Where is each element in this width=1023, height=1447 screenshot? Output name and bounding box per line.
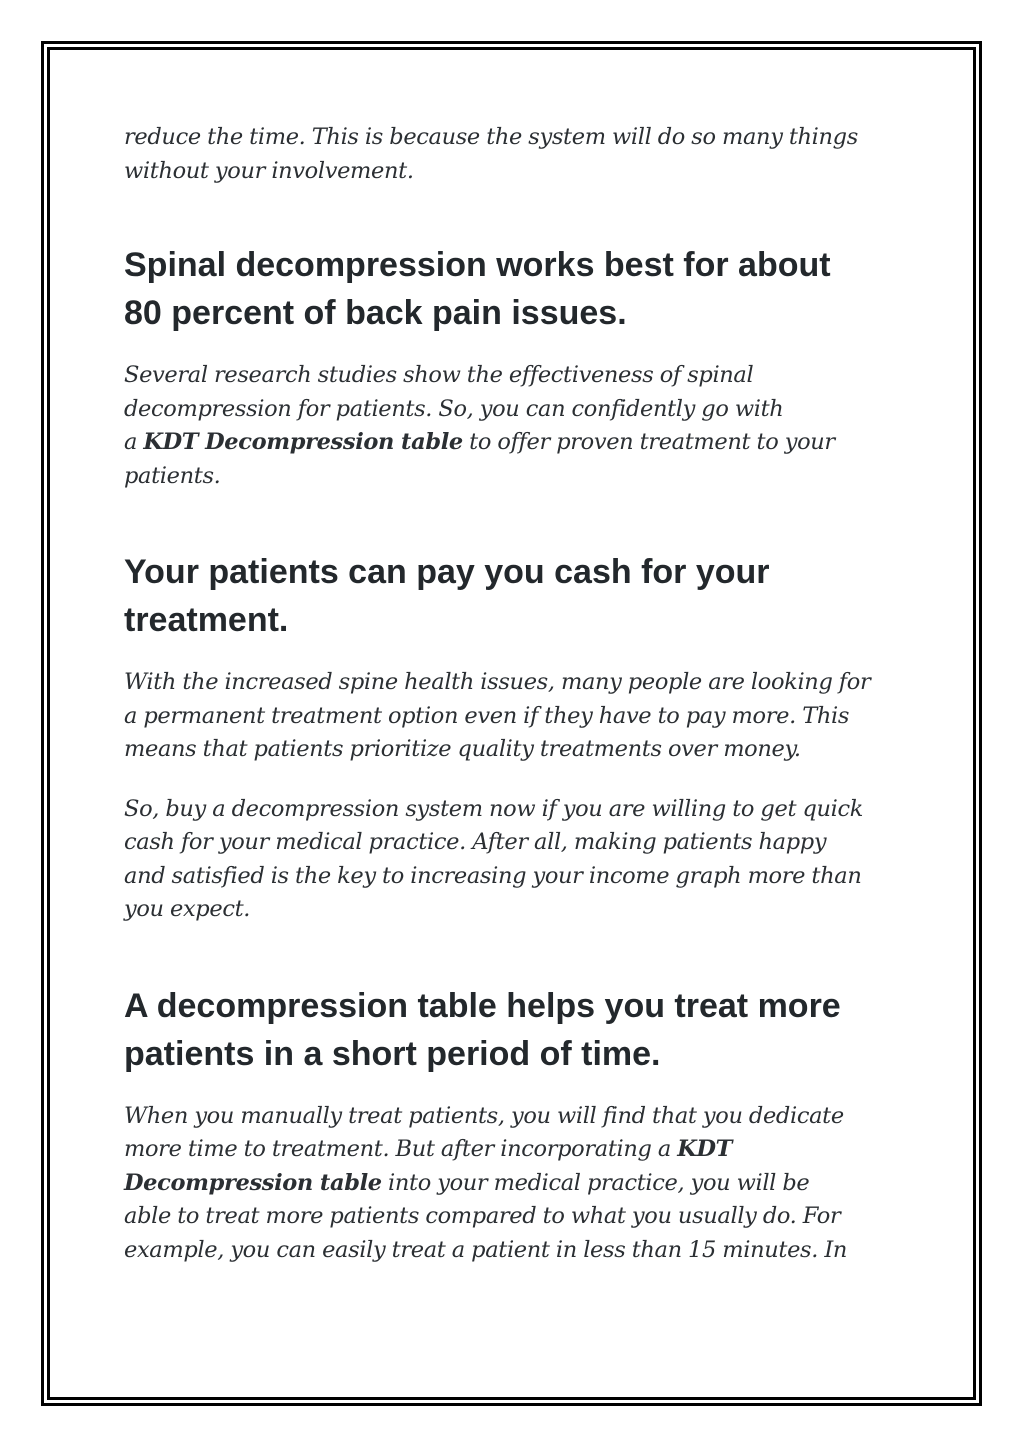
product-name-emphasis: KDT <box>677 1136 732 1162</box>
section-heading-treat-more-patients <box>124 982 914 1078</box>
heading-line: patients in a short period of time. <box>124 1034 661 1073</box>
text-line: patients. <box>124 462 221 489</box>
heading-line: 80 percent of back pain issues. <box>124 294 627 332</box>
section1-paragraph <box>124 359 914 493</box>
text-line <box>124 426 914 460</box>
document-body <box>124 121 914 1267</box>
text-line: means that patients prioritize quality treatments over money. <box>124 736 801 762</box>
text-line: you expect. <box>124 896 251 922</box>
text-line: and satisfied is the key to increasing your income graph more than <box>124 862 862 889</box>
section3-paragraph <box>124 1100 914 1268</box>
text-line: a permanent treatment option even if they have to pay more. This <box>124 702 850 729</box>
text-run: into your medical practice, you will be <box>381 1169 810 1196</box>
text-line: decompression for patients. So, you can confidently go with <box>124 395 784 422</box>
text-line: So, buy a decompression system now if you are willing to get quick <box>124 795 864 822</box>
product-name-emphasis: Decompression table <box>124 1169 382 1196</box>
intro-paragraph <box>124 121 914 188</box>
section2-paragraph-2 <box>124 793 914 927</box>
text-line: able to treat more patients compared to what you usually do. For <box>124 1203 841 1229</box>
section-heading-spinal-decompression <box>124 241 914 337</box>
text-line: reduce the time. This is because the system will do so many things <box>124 124 858 150</box>
text-run: a <box>124 429 144 455</box>
heading-line: Spinal decompression works best for about <box>124 246 831 284</box>
text-line <box>124 1167 914 1201</box>
heading-line: A decompression table helps you treat more <box>124 986 841 1025</box>
product-name-emphasis: KDT Decompression table <box>143 429 463 455</box>
text-line: With the increased spine health issues, many people are looking for <box>124 669 871 695</box>
section2-paragraph-1 <box>124 666 914 767</box>
text-line: When you manually treat patients, you will find that you dedicate <box>124 1102 844 1129</box>
text-run: to offer proven treatment to your <box>462 429 835 455</box>
text-line: cash for your medical practice. After all, making patients happy <box>124 829 827 855</box>
section-heading-pay-cash <box>124 548 914 644</box>
text-run: more time to treatment. But after incorporating a <box>124 1136 678 1162</box>
text-line: example, you can easily treat a patient in less than 15 minutes. In <box>124 1236 848 1263</box>
heading-line: Your patients can pay you cash for your <box>124 553 770 591</box>
text-line: Several research studies show the effectiveness of spinal <box>124 362 754 388</box>
text-line: without your involvement. <box>124 157 414 184</box>
heading-line: treatment. <box>124 601 289 639</box>
text-line <box>124 1133 914 1167</box>
